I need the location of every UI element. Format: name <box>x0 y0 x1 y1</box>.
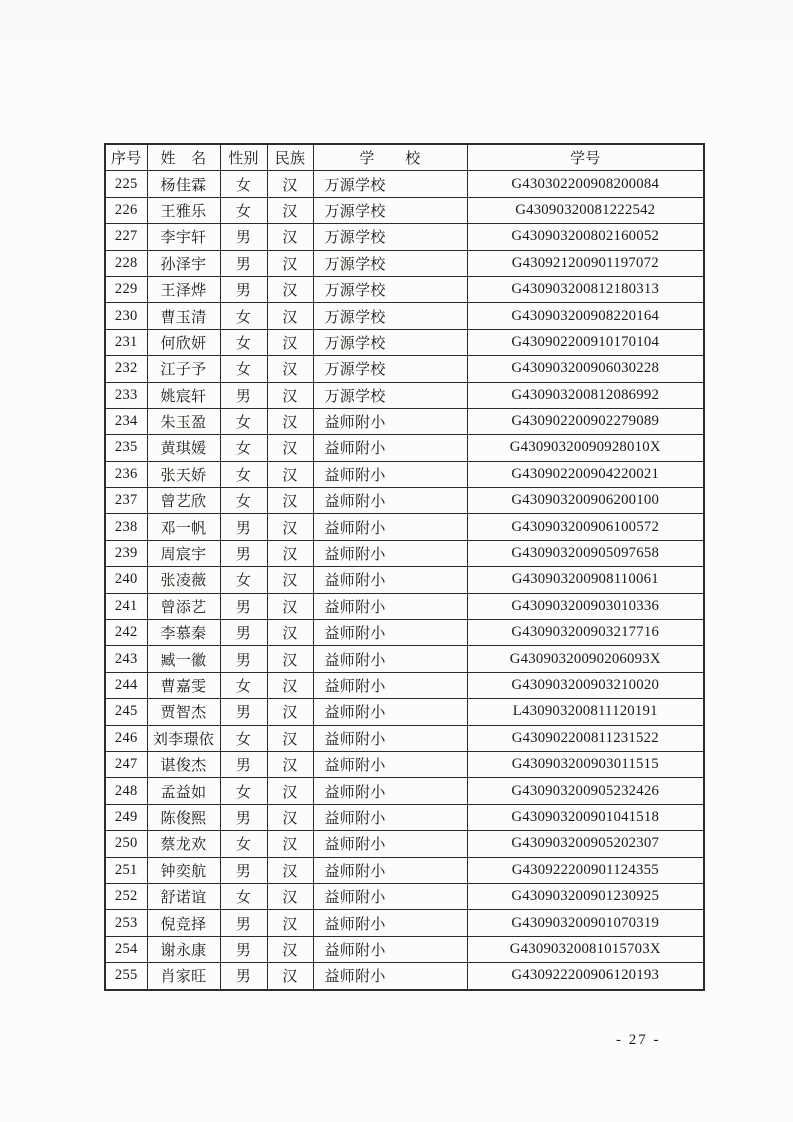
cell-name: 朱玉盈 <box>147 408 220 434</box>
cell-name: 谌俊杰 <box>147 751 220 777</box>
cell-index: 227 <box>105 224 147 250</box>
cell-student-id: G430902200910170104 <box>467 329 704 355</box>
table-row <box>105 778 704 804</box>
cell-ethnicity: 汉 <box>267 276 313 302</box>
cell-school: 益师附小 <box>313 910 467 936</box>
cell-gender: 女 <box>220 778 267 804</box>
cell-name: 钟奕航 <box>147 857 220 883</box>
cell-index: 250 <box>105 831 147 857</box>
cell-ethnicity: 汉 <box>267 804 313 830</box>
cell-name: 张天娇 <box>147 461 220 487</box>
cell-name: 孙泽宇 <box>147 250 220 276</box>
cell-gender: 男 <box>220 620 267 646</box>
table-row <box>105 382 704 408</box>
table-row <box>105 699 704 725</box>
cell-index: 248 <box>105 778 147 804</box>
cell-ethnicity: 汉 <box>267 857 313 883</box>
cell-student-id: G43090320090206093X <box>467 646 704 672</box>
cell-ethnicity: 汉 <box>267 329 313 355</box>
cell-name: 何欣妍 <box>147 329 220 355</box>
cell-school: 益师附小 <box>313 514 467 540</box>
table-row <box>105 725 704 751</box>
cell-name: 王雅乐 <box>147 197 220 223</box>
cell-index: 253 <box>105 910 147 936</box>
cell-student-id: G430903200905097658 <box>467 540 704 566</box>
cell-ethnicity: 汉 <box>267 910 313 936</box>
cell-student-id: G430903200905232426 <box>467 778 704 804</box>
cell-index: 254 <box>105 936 147 962</box>
cell-index: 233 <box>105 382 147 408</box>
page-number: - 27 - <box>616 1032 661 1048</box>
table-row <box>105 276 704 302</box>
cell-gender: 男 <box>220 751 267 777</box>
cell-student-id: G430903200903011515 <box>467 751 704 777</box>
cell-gender: 男 <box>220 699 267 725</box>
cell-school: 万源学校 <box>313 250 467 276</box>
cell-index: 238 <box>105 514 147 540</box>
cell-name: 张凌薇 <box>147 567 220 593</box>
table-row <box>105 620 704 646</box>
cell-gender: 男 <box>220 276 267 302</box>
cell-ethnicity: 汉 <box>267 778 313 804</box>
table-row <box>105 857 704 883</box>
cell-name: 肖家旺 <box>147 963 220 990</box>
cell-ethnicity: 汉 <box>267 197 313 223</box>
cell-school: 益师附小 <box>313 883 467 909</box>
cell-student-id: G430902200904220021 <box>467 461 704 487</box>
table-row <box>105 514 704 540</box>
cell-index: 242 <box>105 620 147 646</box>
cell-gender: 女 <box>220 171 267 197</box>
cell-ethnicity: 汉 <box>267 593 313 619</box>
cell-index: 235 <box>105 435 147 461</box>
cell-ethnicity: 汉 <box>267 699 313 725</box>
cell-gender: 男 <box>220 646 267 672</box>
cell-school: 益师附小 <box>313 435 467 461</box>
cell-gender: 女 <box>220 725 267 751</box>
cell-index: 232 <box>105 356 147 382</box>
cell-student-id: G430903200903010336 <box>467 593 704 619</box>
header-name: 姓 名 <box>147 144 220 171</box>
header-school: 学 校 <box>313 144 467 171</box>
cell-school: 万源学校 <box>313 356 467 382</box>
cell-name: 李慕秦 <box>147 620 220 646</box>
cell-gender: 男 <box>220 382 267 408</box>
table-row <box>105 567 704 593</box>
table-row <box>105 329 704 355</box>
cell-school: 万源学校 <box>313 197 467 223</box>
table-body <box>105 171 704 990</box>
cell-gender: 男 <box>220 804 267 830</box>
cell-ethnicity: 汉 <box>267 461 313 487</box>
cell-ethnicity: 汉 <box>267 646 313 672</box>
cell-school: 益师附小 <box>313 831 467 857</box>
cell-school: 万源学校 <box>313 276 467 302</box>
cell-name: 李宇轩 <box>147 224 220 250</box>
cell-ethnicity: 汉 <box>267 514 313 540</box>
cell-index: 240 <box>105 567 147 593</box>
student-roster-table <box>104 143 705 991</box>
cell-name: 黄琪媛 <box>147 435 220 461</box>
cell-student-id: G430903200903210020 <box>467 672 704 698</box>
header-ethnicity: 民族 <box>267 144 313 171</box>
cell-school: 益师附小 <box>313 408 467 434</box>
cell-student-id: G430903200812086992 <box>467 382 704 408</box>
cell-name: 曹嘉雯 <box>147 672 220 698</box>
cell-student-id: G430903200906030228 <box>467 356 704 382</box>
cell-student-id: G430903200802160052 <box>467 224 704 250</box>
header-index: 序号 <box>105 144 147 171</box>
cell-index: 244 <box>105 672 147 698</box>
cell-ethnicity: 汉 <box>267 567 313 593</box>
cell-ethnicity: 汉 <box>267 435 313 461</box>
cell-gender: 女 <box>220 883 267 909</box>
cell-student-id: G430902200811231522 <box>467 725 704 751</box>
table-row <box>105 910 704 936</box>
cell-student-id: G430903200908110061 <box>467 567 704 593</box>
table-row <box>105 224 704 250</box>
cell-gender: 男 <box>220 963 267 990</box>
cell-name: 王泽烨 <box>147 276 220 302</box>
cell-school: 益师附小 <box>313 646 467 672</box>
cell-school: 万源学校 <box>313 382 467 408</box>
cell-gender: 女 <box>220 197 267 223</box>
cell-school: 万源学校 <box>313 224 467 250</box>
cell-student-id: G43090320081015703X <box>467 936 704 962</box>
cell-ethnicity: 汉 <box>267 382 313 408</box>
cell-school: 益师附小 <box>313 699 467 725</box>
cell-index: 241 <box>105 593 147 619</box>
cell-index: 228 <box>105 250 147 276</box>
cell-index: 255 <box>105 963 147 990</box>
cell-ethnicity: 汉 <box>267 725 313 751</box>
cell-ethnicity: 汉 <box>267 488 313 514</box>
cell-school: 益师附小 <box>313 963 467 990</box>
table-row <box>105 303 704 329</box>
table-row <box>105 197 704 223</box>
cell-index: 236 <box>105 461 147 487</box>
cell-gender: 女 <box>220 488 267 514</box>
cell-ethnicity: 汉 <box>267 408 313 434</box>
cell-gender: 女 <box>220 408 267 434</box>
cell-ethnicity: 汉 <box>267 250 313 276</box>
cell-index: 226 <box>105 197 147 223</box>
header-gender: 性别 <box>220 144 267 171</box>
cell-name: 臧一徽 <box>147 646 220 672</box>
cell-school: 万源学校 <box>313 171 467 197</box>
cell-name: 贾智杰 <box>147 699 220 725</box>
cell-school: 益师附小 <box>313 725 467 751</box>
table-row <box>105 171 704 197</box>
cell-name: 曾艺欣 <box>147 488 220 514</box>
cell-school: 益师附小 <box>313 540 467 566</box>
cell-name: 舒诺谊 <box>147 883 220 909</box>
cell-school: 益师附小 <box>313 751 467 777</box>
cell-index: 245 <box>105 699 147 725</box>
cell-name: 姚宸轩 <box>147 382 220 408</box>
table-row <box>105 356 704 382</box>
table-row <box>105 831 704 857</box>
cell-student-id: G430903200812180313 <box>467 276 704 302</box>
cell-student-id: G430922200901124355 <box>467 857 704 883</box>
cell-school: 益师附小 <box>313 488 467 514</box>
table-row <box>105 672 704 698</box>
cell-gender: 男 <box>220 224 267 250</box>
table-row <box>105 883 704 909</box>
cell-name: 曾添艺 <box>147 593 220 619</box>
table-row <box>105 936 704 962</box>
cell-gender: 男 <box>220 250 267 276</box>
cell-student-id: G430903200906100572 <box>467 514 704 540</box>
cell-student-id: G430903200903217716 <box>467 620 704 646</box>
cell-gender: 男 <box>220 857 267 883</box>
cell-name: 曹玉清 <box>147 303 220 329</box>
cell-name: 杨佳霖 <box>147 171 220 197</box>
header-student-id: 学号 <box>467 144 704 171</box>
cell-school: 益师附小 <box>313 857 467 883</box>
cell-school: 益师附小 <box>313 620 467 646</box>
table-row <box>105 488 704 514</box>
cell-gender: 女 <box>220 329 267 355</box>
cell-school: 益师附小 <box>313 672 467 698</box>
cell-ethnicity: 汉 <box>267 620 313 646</box>
cell-student-id: G430903200901230925 <box>467 883 704 909</box>
table-row <box>105 435 704 461</box>
cell-index: 237 <box>105 488 147 514</box>
cell-school: 万源学校 <box>313 329 467 355</box>
cell-ethnicity: 汉 <box>267 936 313 962</box>
cell-student-id: G430921200901197072 <box>467 250 704 276</box>
cell-ethnicity: 汉 <box>267 883 313 909</box>
cell-index: 251 <box>105 857 147 883</box>
cell-name: 江子予 <box>147 356 220 382</box>
cell-index: 247 <box>105 751 147 777</box>
cell-ethnicity: 汉 <box>267 963 313 990</box>
cell-gender: 男 <box>220 936 267 962</box>
cell-name: 刘李璟依 <box>147 725 220 751</box>
table-row <box>105 408 704 434</box>
cell-name: 孟益如 <box>147 778 220 804</box>
cell-gender: 男 <box>220 540 267 566</box>
table-row <box>105 751 704 777</box>
cell-gender: 女 <box>220 567 267 593</box>
cell-gender: 女 <box>220 356 267 382</box>
cell-gender: 女 <box>220 461 267 487</box>
cell-school: 益师附小 <box>313 567 467 593</box>
cell-school: 益师附小 <box>313 936 467 962</box>
cell-index: 229 <box>105 276 147 302</box>
cell-ethnicity: 汉 <box>267 672 313 698</box>
cell-school: 万源学校 <box>313 303 467 329</box>
cell-index: 230 <box>105 303 147 329</box>
cell-student-id: G430903200906200100 <box>467 488 704 514</box>
cell-ethnicity: 汉 <box>267 831 313 857</box>
cell-student-id: G430903200908220164 <box>467 303 704 329</box>
cell-ethnicity: 汉 <box>267 540 313 566</box>
table-row <box>105 540 704 566</box>
table-row <box>105 461 704 487</box>
cell-student-id: G43090320081222542 <box>467 197 704 223</box>
cell-student-id: L430903200811120191 <box>467 699 704 725</box>
cell-student-id: G430302200908200084 <box>467 171 704 197</box>
cell-index: 252 <box>105 883 147 909</box>
cell-student-id: G430903200901041518 <box>467 804 704 830</box>
cell-index: 239 <box>105 540 147 566</box>
cell-name: 蔡龙欢 <box>147 831 220 857</box>
cell-index: 243 <box>105 646 147 672</box>
cell-index: 231 <box>105 329 147 355</box>
cell-gender: 男 <box>220 593 267 619</box>
cell-student-id: G430922200906120193 <box>467 963 704 990</box>
cell-index: 249 <box>105 804 147 830</box>
cell-student-id: G430903200905202307 <box>467 831 704 857</box>
cell-gender: 女 <box>220 303 267 329</box>
cell-name: 倪竞择 <box>147 910 220 936</box>
cell-name: 邓一帆 <box>147 514 220 540</box>
table-row <box>105 593 704 619</box>
cell-school: 益师附小 <box>313 778 467 804</box>
cell-index: 246 <box>105 725 147 751</box>
table-row <box>105 963 704 990</box>
cell-ethnicity: 汉 <box>267 303 313 329</box>
cell-school: 益师附小 <box>313 804 467 830</box>
cell-name: 陈俊熙 <box>147 804 220 830</box>
cell-index: 225 <box>105 171 147 197</box>
cell-ethnicity: 汉 <box>267 356 313 382</box>
table-header-row <box>105 144 704 171</box>
cell-gender: 男 <box>220 910 267 936</box>
cell-gender: 女 <box>220 435 267 461</box>
cell-ethnicity: 汉 <box>267 751 313 777</box>
cell-ethnicity: 汉 <box>267 171 313 197</box>
cell-index: 234 <box>105 408 147 434</box>
cell-student-id: G430903200901070319 <box>467 910 704 936</box>
cell-gender: 女 <box>220 831 267 857</box>
cell-school: 益师附小 <box>313 461 467 487</box>
cell-gender: 女 <box>220 672 267 698</box>
cell-student-id: G43090320090928010X <box>467 435 704 461</box>
cell-ethnicity: 汉 <box>267 224 313 250</box>
cell-school: 益师附小 <box>313 593 467 619</box>
table-row <box>105 250 704 276</box>
cell-student-id: G430902200902279089 <box>467 408 704 434</box>
cell-name: 周宸宇 <box>147 540 220 566</box>
cell-gender: 男 <box>220 514 267 540</box>
table-row <box>105 646 704 672</box>
cell-name: 谢永康 <box>147 936 220 962</box>
table-row <box>105 804 704 830</box>
